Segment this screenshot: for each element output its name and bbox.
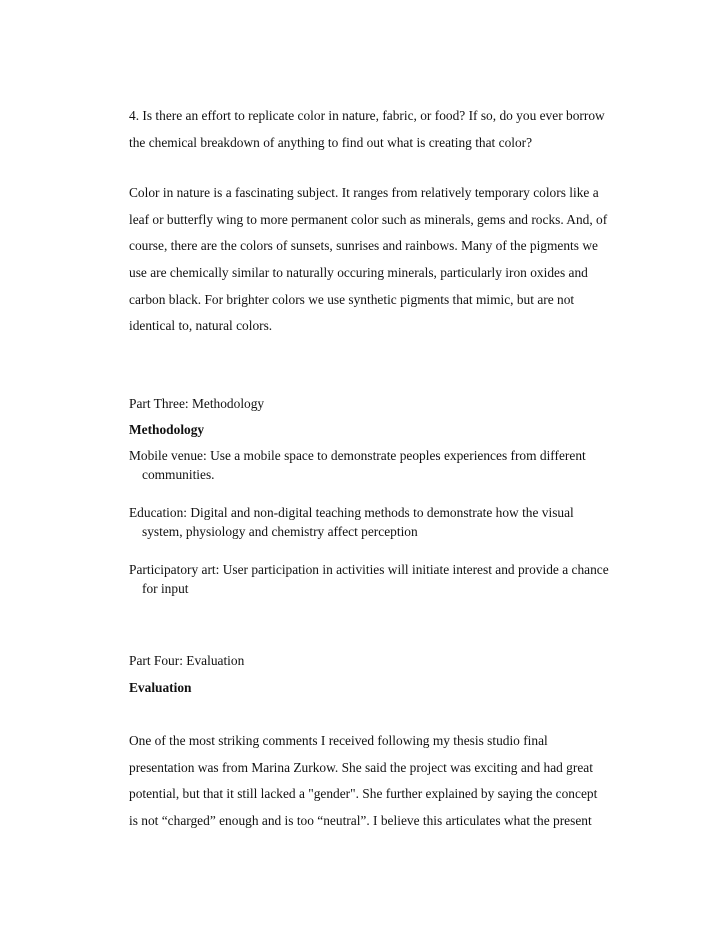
answer-line-1: Color in nature is a fascinating subject. It ranges from relatively temporary colors like a — [129, 185, 599, 200]
evaluation-line-3: potential, but that it still lacked a "gender". She further explained by saying the concept — [129, 786, 598, 801]
answer-line-6: identical to, natural colors. — [129, 318, 273, 333]
evaluation-subheading: Evaluation — [129, 680, 192, 695]
question-4-line-1: 4. Is there an effort to replicate color in nature, fabric, or food? If so, do you ever borrow — [129, 108, 605, 123]
evaluation-line-4: is not “charged” enough and is too “neutral”. I believe this articulates what the present — [129, 813, 592, 828]
mobile-venue-line-1: Mobile venue: Use a mobile space to demonstrate peoples experiences from different — [129, 448, 586, 463]
evaluation-line-1: One of the most striking comments I received following my thesis studio final — [129, 733, 548, 748]
evaluation-line-2: presentation was from Marina Zurkow. She said the project was exciting and had great — [129, 760, 593, 775]
answer-line-4: use are chemically similar to naturally occuring minerals, particularly iron oxides and — [129, 265, 588, 280]
question-4-line-2: the chemical breakdown of anything to find out what is creating that color? — [129, 135, 533, 150]
answer-line-2: leaf or butterfly wing to more permanent color such as minerals, gems and rocks. And, of — [129, 212, 608, 227]
part-four-heading: Part Four: Evaluation — [129, 653, 245, 668]
education-line-2: system, physiology and chemistry affect perception — [142, 524, 418, 539]
participatory-art-line-1: Participatory art: User participation in activities will initiate interest and provide a chance — [129, 562, 609, 577]
part-three-heading: Part Three: Methodology — [129, 396, 265, 411]
mobile-venue-line-2: communities. — [142, 467, 215, 482]
answer-line-3: course, there are the colors of sunsets, sunrises and rainbows. Many of the pigments we — [129, 238, 598, 253]
methodology-subheading: Methodology — [129, 422, 205, 437]
education-line-1: Education: Digital and non-digital teaching methods to demonstrate how the visual — [129, 505, 574, 520]
answer-line-5: carbon black. For brighter colors we use synthetic pigments that mimic, but are not — [129, 292, 575, 307]
participatory-art-line-2: for input — [142, 581, 189, 596]
